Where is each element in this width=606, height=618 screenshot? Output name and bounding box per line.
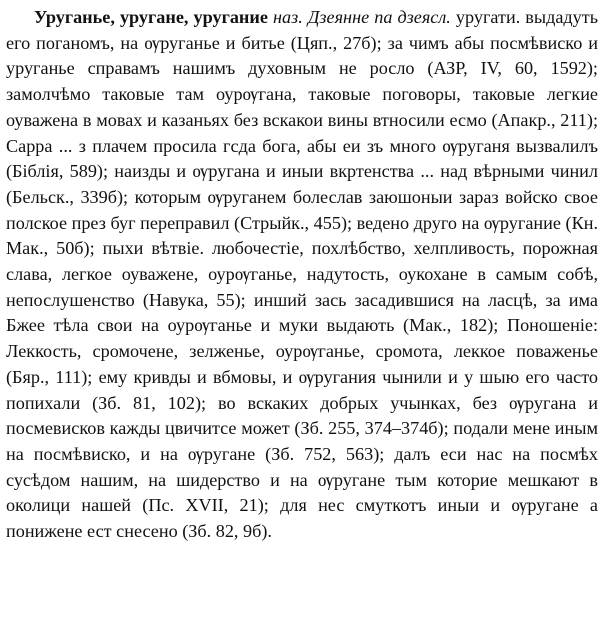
entry-gloss: Дзеянне па дзеясл. bbox=[307, 7, 451, 27]
grammar-label: наз. bbox=[273, 7, 303, 27]
entry-body: уругати. выдадуть его поганомъ, на ѹруганье и битье (Цяп., 27б); за чимъ абы посмѣвиско и уруганье справамъ нашимъ духовным не росло (АЗР, IV, 60, 1592); замолчѣмо таковые там оурѹгана, таковые поговоры, таковые легкие оуважена в мовах и казаньях без вскакои вины втносили есмо (Апакр., 211); Сарра ... з плачем просила гсда бога, абы еи зъ много ѹруганя вызвалилъ (Біблія, 589); наизды и ѹругана и иныи вкртенства ... над вѣрными чинил (Бельск., 339б); которым ѹруганем болеслав заюшоныи зараз войско свое полское през буг переправил (Стрыйк., 455); ведено друго на ѹругание (Кн. Мак., 50б); пыхи вѣтвіе. любочестіе, похлѣбство, хелпливость, порожная слава, легкое оуважене, оурѹганье, надутость, оукохане в самым собѣ, непослушенство (Навука, 55); инший зась засадившися на ласцѣ, за има Бжее тѣла свои на оурѹганье и муки выдають (Мак., 182); Поношеніе: Леккость, сромочене, зелженье, оурѹганье, сромота, леккое поваженье (Бяр., 111); ему кривды и вбмовы, и ѹругания чынили и у шыю его часто попихали (Зб. 81, 102); во вскаких добрых учынках, без ѹругана и посмевисков кажды цвичитсе может (Зб. 255, 374–374б); подали мене иным на посмѣвиско, и на ѹругане (Зб. 752, 563); далъ еси нас на посмѣх сусѣдом нашим, на шидерство и на ѹругане тым которие мешкают в околици нашей (Пс. XVII, 21); для нес смуткотъ иныи и ѹругане а понижене ест снесено (Зб. 82, 9б). bbox=[6, 7, 599, 542]
entry-headword: Уруганье, уругане, уругание bbox=[34, 7, 268, 27]
dictionary-entry bbox=[6, 5, 598, 545]
